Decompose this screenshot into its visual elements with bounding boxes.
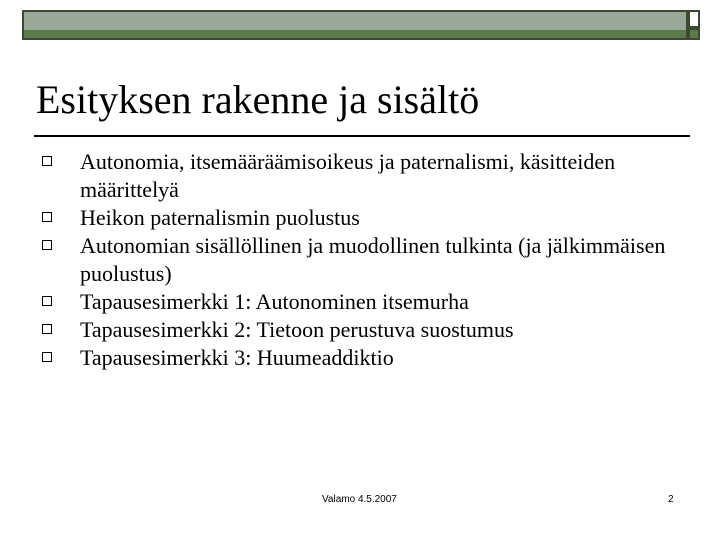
header-decoration-bar xyxy=(22,10,688,40)
bullet-text: Heikon paternalismin puolustus xyxy=(80,205,360,230)
bullet-text: Autonomian sisällöllinen ja muodollinen tulkinta (ja jälkimmäisen puolustus) xyxy=(80,233,666,286)
bullet-item xyxy=(40,148,680,204)
hollow-square-icon xyxy=(42,156,52,166)
hollow-square-icon xyxy=(42,352,52,362)
header-corner-box xyxy=(688,10,700,28)
bullet-item xyxy=(40,204,680,232)
bullet-item xyxy=(40,344,680,372)
bullet-text: Tapausesimerkki 1: Autonominen itsemurha xyxy=(80,289,469,314)
header-stripe-dark xyxy=(24,30,686,38)
hollow-square-icon xyxy=(42,240,52,250)
bullet-item xyxy=(40,288,680,316)
bullet-text: Tapausesimerkki 3: Huumeaddiktio xyxy=(80,345,394,370)
bullet-text: Tapausesimerkki 2: Tietoon perustuva suostumus xyxy=(80,317,514,342)
hollow-square-icon xyxy=(42,296,52,306)
header-corner-box-lower xyxy=(688,28,700,40)
bullet-item xyxy=(40,316,680,344)
bullet-text: Autonomia, itsemääräämisoikeus ja paternalismi, käsitteiden määrittelyä xyxy=(80,149,616,202)
header-stripe-light xyxy=(24,12,686,30)
slide-title: Esityksen rakenne ja sisältö xyxy=(36,77,480,122)
bullet-item xyxy=(40,232,680,288)
footer-text: Valamo 4.5.2007 xyxy=(322,494,397,505)
bullet-list xyxy=(40,148,680,372)
title-underline xyxy=(34,135,690,137)
hollow-square-icon xyxy=(42,212,52,222)
hollow-square-icon xyxy=(42,324,52,334)
page-number: 2 xyxy=(668,494,674,505)
